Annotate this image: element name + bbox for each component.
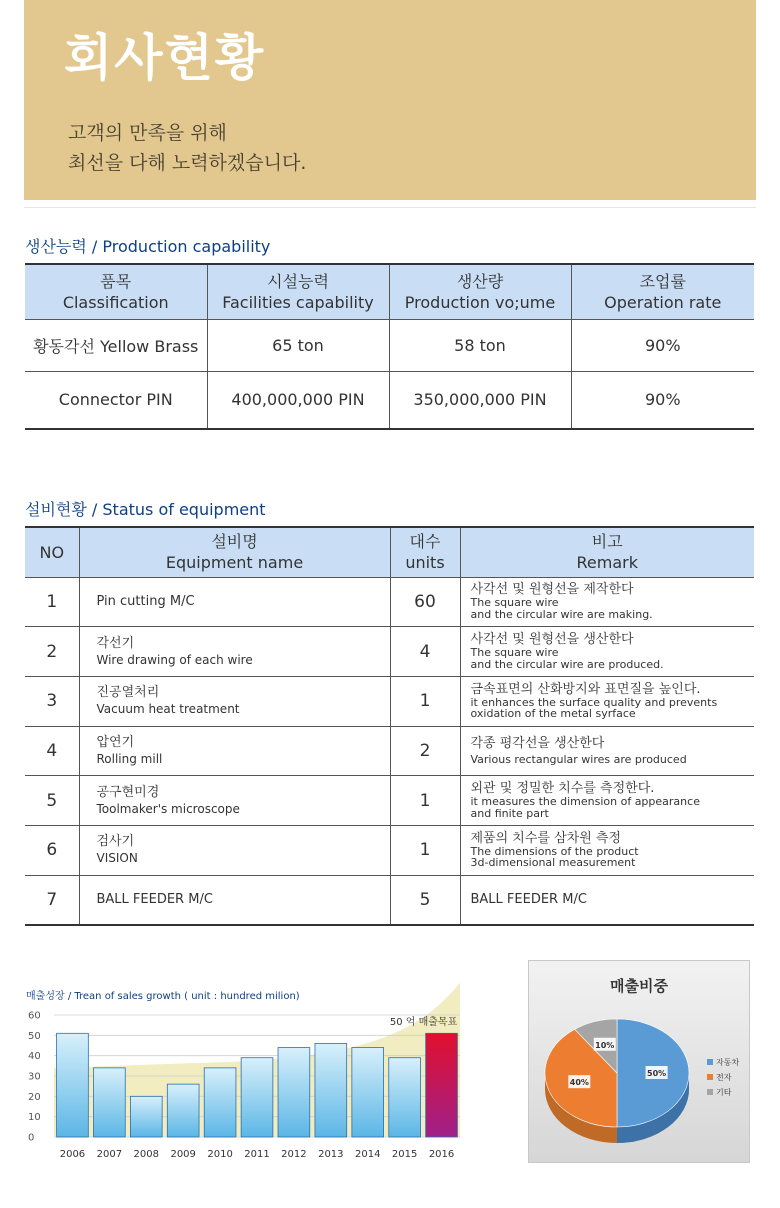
y-tick-label: 10 bbox=[28, 1112, 41, 1124]
sales-growth-chart bbox=[24, 975, 464, 1165]
cell-units: 60 bbox=[390, 577, 460, 627]
bar bbox=[57, 1033, 89, 1137]
cell-no: 2 bbox=[25, 627, 79, 677]
slice-label: 10% bbox=[595, 1040, 615, 1050]
y-tick-label: 50 bbox=[28, 1030, 41, 1042]
cell-remark: 사각선 및 원형선을 제작한다 The square wire and the circular wire are making. bbox=[460, 577, 754, 627]
bar bbox=[130, 1096, 162, 1137]
legend-label: 기타 bbox=[716, 1088, 732, 1097]
bar-chart-svg bbox=[24, 975, 464, 1165]
cell-rate: 90% bbox=[571, 371, 754, 429]
cell-equipment-name: 진공열처리 Vacuum heat treatment bbox=[79, 676, 390, 726]
banner-line-2: 최선을 다해 노력하겠습니다. bbox=[68, 152, 307, 174]
production-header-row bbox=[25, 264, 754, 319]
cell-no: 4 bbox=[25, 726, 79, 776]
page-title: 회사현황 bbox=[64, 29, 266, 87]
header-production-volume: 생산량 Production vo;ume bbox=[389, 264, 571, 319]
cell-remark: 외관 및 정밀한 치수를 측정한다. it measures the dimension of appearance and finite part bbox=[460, 776, 754, 826]
cell-remark: 금속표면의 산화방지와 표면질을 높인다. it enhances the surface quality and prevents oxidation of the metal syrface bbox=[460, 676, 754, 726]
header-remark: 비고 Remark bbox=[460, 527, 754, 577]
cell-no: 1 bbox=[25, 577, 79, 627]
cell-no: 5 bbox=[25, 776, 79, 826]
header-operation-rate: 조업률 Operation rate bbox=[571, 264, 754, 319]
equipment-header-row bbox=[25, 527, 754, 577]
pie-chart-title: 매출비중 bbox=[610, 977, 668, 995]
cell-units: 1 bbox=[390, 825, 460, 875]
header-facilities: 시설능력 Facilities capability bbox=[207, 264, 389, 319]
y-tick-label: 30 bbox=[28, 1071, 41, 1083]
table-row bbox=[25, 676, 754, 726]
x-tick-label: 2009 bbox=[170, 1149, 196, 1160]
production-section-title: 생산능력 / Production capability bbox=[25, 237, 271, 256]
cell-remark: 제품의 치수를 삼차원 측정 The dimensions of the product 3d-dimensional measurement bbox=[460, 825, 754, 875]
header-equipment-name: 설비명 Equipment name bbox=[79, 527, 390, 577]
cell-equipment-name: Pin cutting M/C bbox=[79, 577, 390, 627]
cell-remark: 각종 평각선을 생산한다 Various rectangular wires are produced bbox=[460, 726, 754, 776]
cell-equipment-name: 검사기 VISION bbox=[79, 825, 390, 875]
table-row bbox=[25, 319, 754, 371]
x-tick-label: 2007 bbox=[96, 1149, 123, 1160]
banner-subtitle bbox=[68, 118, 306, 178]
cell-equipment-name: 각선기 Wire drawing of each wire bbox=[79, 627, 390, 677]
equipment-table bbox=[25, 526, 754, 926]
cell-units: 1 bbox=[390, 676, 460, 726]
x-tick-label: 2011 bbox=[244, 1149, 270, 1160]
table-row bbox=[25, 371, 754, 429]
bar bbox=[426, 1033, 458, 1137]
bar bbox=[278, 1048, 310, 1137]
y-tick-label: 0 bbox=[28, 1132, 35, 1144]
production-table bbox=[25, 263, 754, 430]
x-tick-label: 2008 bbox=[133, 1149, 159, 1160]
cell-facilities: 400,000,000 PIN bbox=[207, 371, 389, 429]
cell-no: 6 bbox=[25, 825, 79, 875]
cell-facilities: 65 ton bbox=[207, 319, 389, 371]
target-annotation: 50 억 매출목표 bbox=[389, 1017, 458, 1029]
cell-units: 4 bbox=[390, 627, 460, 677]
header-no: NO bbox=[25, 527, 79, 577]
cell-classification: 황동각선 Yellow Brass bbox=[25, 319, 207, 371]
bar bbox=[204, 1068, 236, 1137]
header-classification: 품목 Classification bbox=[25, 264, 207, 319]
x-tick-label: 2013 bbox=[318, 1149, 344, 1160]
header-banner bbox=[24, 0, 756, 200]
table-row bbox=[25, 577, 754, 627]
sales-share-chart bbox=[528, 960, 750, 1163]
cell-equipment-name: 공구현미경 Toolmaker's microscope bbox=[79, 776, 390, 826]
cell-rate: 90% bbox=[571, 319, 754, 371]
y-tick-label: 40 bbox=[28, 1051, 41, 1063]
x-tick-label: 2016 bbox=[428, 1149, 455, 1160]
slice-label: 40% bbox=[569, 1078, 589, 1088]
pie-chart-svg bbox=[529, 961, 751, 1164]
banner-line-1: 고객의 만족을 위해 bbox=[68, 122, 227, 144]
table-row bbox=[25, 875, 754, 925]
slice-label: 50% bbox=[647, 1069, 667, 1078]
cell-units: 5 bbox=[390, 875, 460, 925]
legend-swatch bbox=[707, 1059, 713, 1065]
legend-label: 전자 bbox=[716, 1073, 732, 1082]
cell-classification: Connector PIN bbox=[25, 371, 207, 429]
bar bbox=[315, 1043, 347, 1137]
legend-swatch bbox=[707, 1089, 713, 1095]
table-row bbox=[25, 627, 754, 677]
cell-remark: BALL FEEDER M/C bbox=[460, 875, 754, 925]
equipment-section-title: 설비현황 / Status of equipment bbox=[25, 500, 266, 519]
legend-label: 자동차 bbox=[716, 1058, 740, 1067]
bar bbox=[352, 1048, 384, 1137]
x-tick-label: 2010 bbox=[207, 1149, 233, 1160]
divider bbox=[24, 207, 756, 208]
cell-remark: 사각선 및 원형선을 생산한다 The square wire and the circular wire are produced. bbox=[460, 627, 754, 677]
y-tick-label: 60 bbox=[28, 1010, 41, 1022]
bar bbox=[93, 1068, 125, 1137]
legend-swatch bbox=[707, 1074, 713, 1080]
bar bbox=[167, 1084, 199, 1137]
cell-equipment-name: 압연기 Rolling mill bbox=[79, 726, 390, 776]
bar bbox=[241, 1058, 273, 1137]
cell-volume: 350,000,000 PIN bbox=[389, 371, 571, 429]
cell-no: 3 bbox=[25, 676, 79, 726]
bar-chart-title: 매출성장 / Trean of sales growth ( unit : hundred milion) bbox=[26, 991, 300, 1002]
x-tick-label: 2006 bbox=[59, 1149, 86, 1160]
cell-volume: 58 ton bbox=[389, 319, 571, 371]
bar bbox=[389, 1058, 421, 1137]
x-tick-label: 2014 bbox=[355, 1149, 381, 1160]
x-tick-label: 2012 bbox=[281, 1149, 307, 1160]
cell-equipment-name: BALL FEEDER M/C bbox=[79, 875, 390, 925]
cell-units: 1 bbox=[390, 776, 460, 826]
table-row bbox=[25, 776, 754, 826]
x-tick-label: 2015 bbox=[391, 1149, 418, 1160]
cell-no: 7 bbox=[25, 875, 79, 925]
table-row bbox=[25, 726, 754, 776]
table-row bbox=[25, 825, 754, 875]
header-units: 대수 units bbox=[390, 527, 460, 577]
cell-units: 2 bbox=[390, 726, 460, 776]
y-tick-label: 20 bbox=[28, 1091, 41, 1103]
